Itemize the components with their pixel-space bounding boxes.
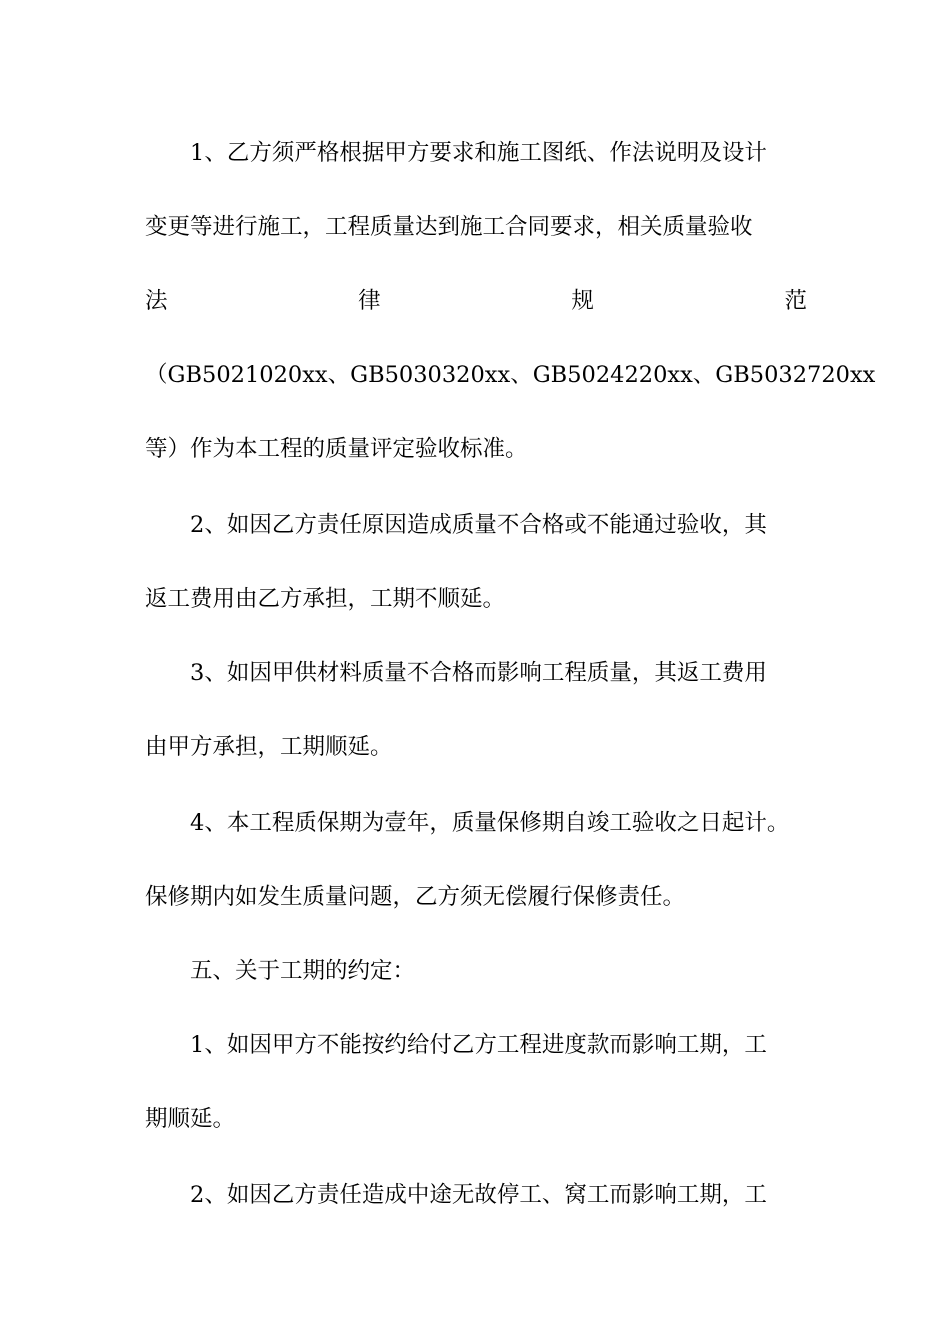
paragraph-line: 返工费用由乙方承担，工期不顺延。 [145, 586, 506, 612]
paragraph-line: 保修期内如发生质量问题，乙方须无偿履行保修责任。 [145, 884, 686, 910]
standard-code: 、GB5030320xx [327, 362, 511, 388]
paragraph-line: 1、乙方须严格根据甲方要求和施工图纸、作法说明及设计 [190, 140, 767, 166]
spread-word: 律 [358, 288, 381, 314]
paragraph-line: 等）作为本工程的质量评定验收标准。 [145, 436, 528, 462]
paragraph-line: 3、如因甲供材料质量不合格而影响工程质量，其返工费用 [190, 660, 767, 686]
paragraph-line: 由甲方承担，工期顺延。 [145, 734, 393, 760]
paragraph-line-spread [145, 286, 807, 316]
standard-code: 、GB5032720xx [692, 362, 876, 388]
standard-code: （GB5021020xx [145, 362, 328, 388]
spread-word: 规 [571, 288, 594, 314]
paragraph-line: 变更等进行施工，工程质量达到施工合同要求，相关质量验收 [145, 214, 753, 240]
paragraph-line: 4、本工程质保期为壹年，质量保修期自竣工验收之日起计。 [190, 810, 790, 836]
paragraph-line-standards [145, 360, 876, 390]
section-heading: 五、关于工期的约定： [190, 958, 416, 984]
paragraph-line: 2、如因乙方责任造成中途无故停工、窝工而影响工期，工 [190, 1182, 767, 1208]
paragraph-line: 2、如因乙方责任原因造成质量不合格或不能通过验收，其 [190, 512, 767, 538]
standard-code: 、GB5024220xx [510, 362, 693, 388]
paragraph-line: 1、如因甲方不能按约给付乙方工程进度款而影响工期，工 [190, 1032, 767, 1058]
paragraph-line: 期顺延。 [145, 1106, 236, 1132]
spread-word: 范 [784, 288, 807, 314]
spread-word: 法 [145, 288, 168, 314]
